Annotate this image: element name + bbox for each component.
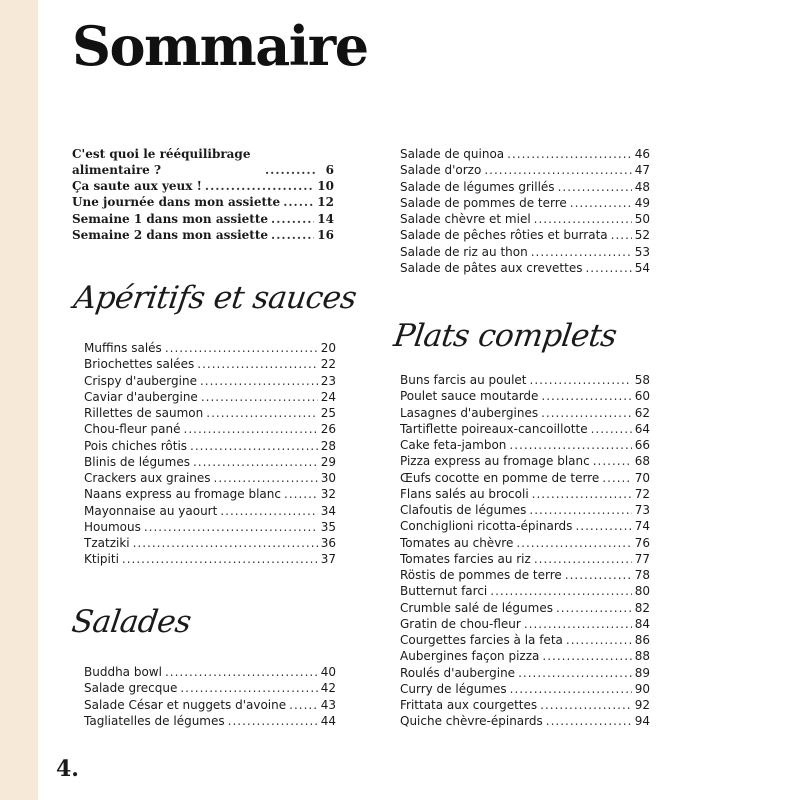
entry-page: 20 (320, 341, 336, 355)
entry-label: Chou-fleur pané (84, 422, 181, 437)
entry-label: Lasagnes d'aubergines (400, 405, 539, 420)
toc-entry[interactable] (400, 470, 650, 486)
aperitifs-list (84, 340, 336, 568)
dot-leader (490, 583, 631, 599)
entry-page: 70 (634, 470, 650, 485)
salades-list-part2 (400, 146, 650, 276)
toc-entry[interactable] (400, 211, 650, 227)
toc-entry[interactable] (84, 664, 336, 680)
entry-page: 47 (634, 163, 650, 178)
toc-entry[interactable] (400, 518, 650, 534)
toc-entry[interactable] (72, 211, 334, 227)
toc-entry[interactable] (400, 388, 650, 404)
entry-label: Crackers aux graines (84, 471, 211, 485)
dot-leader (570, 195, 632, 211)
entry-label: Tomates farcies au riz (400, 551, 531, 566)
dot-leader (184, 421, 318, 437)
intro-list (72, 146, 334, 243)
dot-leader (201, 389, 318, 405)
dot-leader (529, 502, 631, 518)
dot-leader (530, 372, 632, 388)
dot-leader (220, 503, 317, 519)
entry-label: Salade César et nuggets d'avoine (84, 697, 287, 712)
entry-page: 64 (634, 421, 650, 436)
dot-leader (165, 664, 318, 680)
dot-leader (516, 535, 631, 551)
entry-page: 84 (634, 616, 650, 631)
dot-leader (193, 454, 318, 470)
toc-entry[interactable] (400, 616, 650, 632)
entry-label: Courgettes farcies à la feta (400, 633, 563, 647)
toc-entry[interactable] (400, 179, 650, 195)
dot-leader (197, 356, 317, 372)
dot-leader (205, 178, 314, 194)
dot-leader (542, 648, 631, 664)
toc-entry[interactable] (84, 680, 336, 696)
dot-leader (289, 697, 318, 713)
dot-leader (585, 260, 631, 276)
entry-label: Muffins salés (84, 341, 162, 355)
toc-entry[interactable] (400, 697, 650, 713)
dot-leader (531, 244, 632, 260)
entry-page: 40 (320, 665, 336, 679)
dot-leader (271, 227, 314, 243)
dot-leader (206, 405, 317, 421)
entry-label: Ktipiti (84, 552, 119, 567)
section-heading-plats: Plats complets (391, 318, 619, 354)
toc-entry[interactable] (400, 665, 650, 681)
toc-entry[interactable] (84, 405, 336, 421)
entry-page: 74 (634, 519, 650, 534)
entry-label: Aubergines façon pizza (400, 649, 540, 664)
entry-label: Naans express au fromage blanc (84, 487, 281, 502)
entry-page: 68 (634, 454, 650, 469)
entry-page: 14 (317, 211, 334, 226)
dot-leader (524, 616, 632, 632)
dot-leader (133, 535, 318, 551)
entry-page: 29 (320, 454, 336, 469)
toc-entry[interactable] (84, 535, 336, 551)
toc-entry[interactable] (84, 389, 336, 405)
page-folio: 4. (56, 756, 79, 782)
salades-list-part1 (84, 664, 336, 729)
entry-label: Une journée dans mon assiette (72, 195, 281, 210)
entry-page: 89 (634, 665, 650, 680)
entry-page: 50 (634, 212, 650, 226)
dot-leader (558, 179, 632, 195)
dot-leader (507, 146, 632, 162)
toc-entry[interactable] (400, 195, 650, 211)
dot-leader (200, 373, 318, 389)
entry-page: 54 (634, 260, 650, 275)
entry-page: 62 (634, 405, 650, 420)
entry-page: 32 (320, 487, 336, 502)
toc-entry[interactable] (400, 437, 650, 453)
dot-leader (228, 713, 318, 729)
toc-entry[interactable] (400, 162, 650, 178)
entry-page: 76 (634, 535, 650, 550)
entry-label: Tomates au chèvre (400, 535, 514, 550)
entry-page: 80 (634, 584, 650, 599)
entry-page: 37 (320, 552, 336, 567)
entry-page: 73 (634, 503, 650, 517)
dot-leader (284, 486, 318, 502)
toc-entry[interactable] (400, 600, 650, 616)
dot-leader (541, 388, 631, 404)
toc-entry[interactable] (84, 373, 336, 389)
entry-page: 28 (320, 438, 336, 453)
dot-leader (575, 518, 631, 534)
entry-page: 25 (320, 406, 336, 420)
entry-page: 24 (320, 389, 336, 404)
toc-entry[interactable] (84, 697, 336, 713)
entry-label: Röstis de pommes de terre (400, 568, 562, 582)
entry-page: 58 (634, 373, 650, 387)
dot-leader (214, 470, 318, 486)
book-spine-edge (0, 0, 38, 800)
toc-entry[interactable] (84, 713, 336, 729)
entry-label: Salade de pêches rôties et burrata (400, 228, 608, 243)
dot-leader (565, 567, 632, 583)
toc-entry[interactable] (400, 260, 650, 276)
dot-leader (591, 421, 632, 437)
toc-entry[interactable] (84, 551, 336, 567)
entry-label: Butternut farci (400, 584, 488, 599)
dot-leader (190, 438, 318, 454)
dot-leader (265, 162, 317, 178)
entry-page: 94 (634, 714, 650, 729)
toc-entry[interactable] (84, 519, 336, 535)
toc-entry[interactable] (84, 486, 336, 502)
entry-page: 42 (320, 681, 336, 696)
dot-leader (144, 519, 318, 535)
entry-label: Tzatziki (84, 536, 130, 550)
toc-entry[interactable] (84, 454, 336, 470)
entry-page: 44 (320, 713, 336, 728)
dot-leader (556, 600, 632, 616)
entry-page: 46 (634, 147, 650, 161)
entry-page: 82 (634, 600, 650, 615)
entry-page: 53 (634, 244, 650, 259)
toc-entry[interactable] (400, 146, 650, 162)
entry-page: 43 (320, 697, 336, 712)
dot-leader (532, 486, 632, 502)
entry-page: 48 (634, 179, 650, 194)
entry-label: Rillettes de saumon (84, 406, 204, 420)
dot-leader (509, 437, 631, 453)
entry-page: 10 (317, 179, 334, 193)
section-heading-salades: Salades (69, 604, 194, 640)
toc-entry[interactable] (72, 194, 334, 210)
toc-entry[interactable] (400, 551, 650, 567)
dot-leader (546, 713, 632, 729)
entry-label: Œufs cocotte en pomme de terre (400, 470, 600, 485)
entry-label: Cake feta-jambon (400, 438, 507, 452)
entry-page: 26 (320, 422, 336, 437)
entry-page: 30 (320, 471, 336, 485)
entry-page: 12 (317, 195, 334, 210)
entry-label: Salade de pâtes aux crevettes (400, 260, 583, 275)
toc-entry[interactable] (400, 648, 650, 664)
dot-leader (518, 665, 632, 681)
dot-leader (602, 470, 631, 486)
entry-label: Semaine 1 dans mon assiette (72, 211, 269, 226)
entry-label: Tartiflette poireaux-cancoillotte (400, 421, 588, 436)
dot-leader (271, 211, 314, 227)
entry-label: Pizza express au fromage blanc (400, 454, 590, 469)
section-heading-aperitifs: Apéritifs et sauces (71, 280, 359, 316)
entry-label: Ça saute aux yeux ! (72, 179, 202, 193)
toc-entry[interactable] (400, 583, 650, 599)
entry-label: Blinis de légumes (84, 454, 190, 469)
toc-entry[interactable] (400, 632, 650, 648)
dot-leader (534, 211, 632, 227)
dot-leader (510, 681, 632, 697)
toc-entry[interactable] (400, 567, 650, 583)
dot-leader (283, 194, 314, 210)
page-title: Sommaire (72, 14, 368, 78)
entry-label: Roulés d'aubergine (400, 665, 516, 680)
entry-page: 92 (634, 698, 650, 712)
toc-entry[interactable] (72, 227, 334, 243)
entry-label: Mayonnaise au yaourt (84, 503, 218, 518)
toc-entry[interactable] (72, 178, 334, 194)
entry-page: 72 (634, 486, 650, 501)
entry-page: 60 (634, 389, 650, 404)
entry-page: 34 (320, 503, 336, 518)
entry-label: Salade de quinoa (400, 147, 505, 161)
toc-entry[interactable] (72, 146, 334, 178)
entry-label: Briochettes salées (84, 357, 195, 372)
toc-entry[interactable] (84, 421, 336, 437)
entry-label: Crumble salé de légumes (400, 600, 553, 615)
entry-page: 90 (634, 681, 650, 696)
entry-label: Salade d'orzo (400, 163, 482, 178)
toc-entry[interactable] (400, 421, 650, 437)
toc-entry[interactable] (84, 340, 336, 356)
entry-label: Crispy d'aubergine (84, 373, 197, 388)
entry-page: 78 (634, 568, 650, 582)
toc-entry[interactable] (400, 502, 650, 518)
entry-label: Salade chèvre et miel (400, 212, 531, 226)
entry-label: Flans salés au brocoli (400, 486, 529, 501)
toc-entry[interactable] (400, 486, 650, 502)
entry-label: Semaine 2 dans mon assiette (72, 227, 269, 242)
dot-leader (484, 162, 631, 178)
plats-list (400, 372, 650, 730)
entry-label: Clafoutis de légumes (400, 503, 527, 517)
entry-page: 86 (634, 633, 650, 647)
entry-page: 66 (634, 438, 650, 452)
toc-entry[interactable] (400, 681, 650, 697)
entry-label: Salade de riz au thon (400, 244, 528, 259)
entry-page: 88 (634, 649, 650, 664)
toc-entry[interactable] (400, 405, 650, 421)
dot-leader (180, 680, 317, 696)
entry-page: 23 (320, 373, 336, 388)
entry-label: Houmous (84, 519, 141, 534)
entry-page: 36 (320, 536, 336, 550)
entry-label: Salade grecque (84, 681, 178, 696)
toc-entry[interactable] (400, 372, 650, 388)
entry-label: Salade de légumes grillés (400, 179, 555, 194)
entry-label: Frittata aux courgettes (400, 698, 538, 712)
entry-page: 52 (634, 228, 650, 243)
entry-label: Conchiglioni ricotta-épinards (400, 519, 573, 534)
entry-label: Quiche chèvre-épinards (400, 714, 543, 729)
dot-leader (165, 340, 318, 356)
toc-entry[interactable] (400, 535, 650, 551)
dot-leader (540, 697, 632, 713)
toc-entry[interactable] (84, 470, 336, 486)
toc-entry[interactable] (400, 453, 650, 469)
entry-label: Caviar d'aubergine (84, 389, 198, 404)
entry-label: C'est quoi le rééquilibrage alimentaire ? (72, 147, 251, 177)
toc-entry[interactable] (84, 438, 336, 454)
toc-entry[interactable] (84, 356, 336, 372)
toc-entry[interactable] (400, 227, 650, 243)
toc-entry[interactable] (400, 713, 650, 729)
dot-leader (541, 405, 632, 421)
entry-label: Pois chiches rôtis (84, 438, 188, 453)
entry-page: 6 (325, 163, 334, 177)
dot-leader (611, 227, 632, 243)
entry-page: 22 (320, 357, 336, 372)
entry-page: 77 (634, 551, 650, 566)
entry-label: Salade de pommes de terre (400, 195, 567, 210)
entry-label: Gratin de chou-fleur (400, 616, 521, 631)
entry-page: 16 (317, 227, 334, 242)
entry-label: Buddha bowl (84, 665, 162, 679)
entry-page: 35 (320, 519, 336, 534)
toc-entry[interactable] (400, 244, 650, 260)
dot-leader (534, 551, 632, 567)
dot-leader (122, 551, 318, 567)
dot-leader (593, 453, 632, 469)
toc-entry[interactable] (84, 503, 336, 519)
entry-page: 49 (634, 195, 650, 210)
dot-leader (566, 632, 632, 648)
entry-label: Tagliatelles de légumes (84, 713, 225, 728)
entry-label: Buns farcis au poulet (400, 373, 527, 387)
entry-label: Curry de légumes (400, 681, 507, 696)
entry-label: Poulet sauce moutarde (400, 389, 539, 404)
